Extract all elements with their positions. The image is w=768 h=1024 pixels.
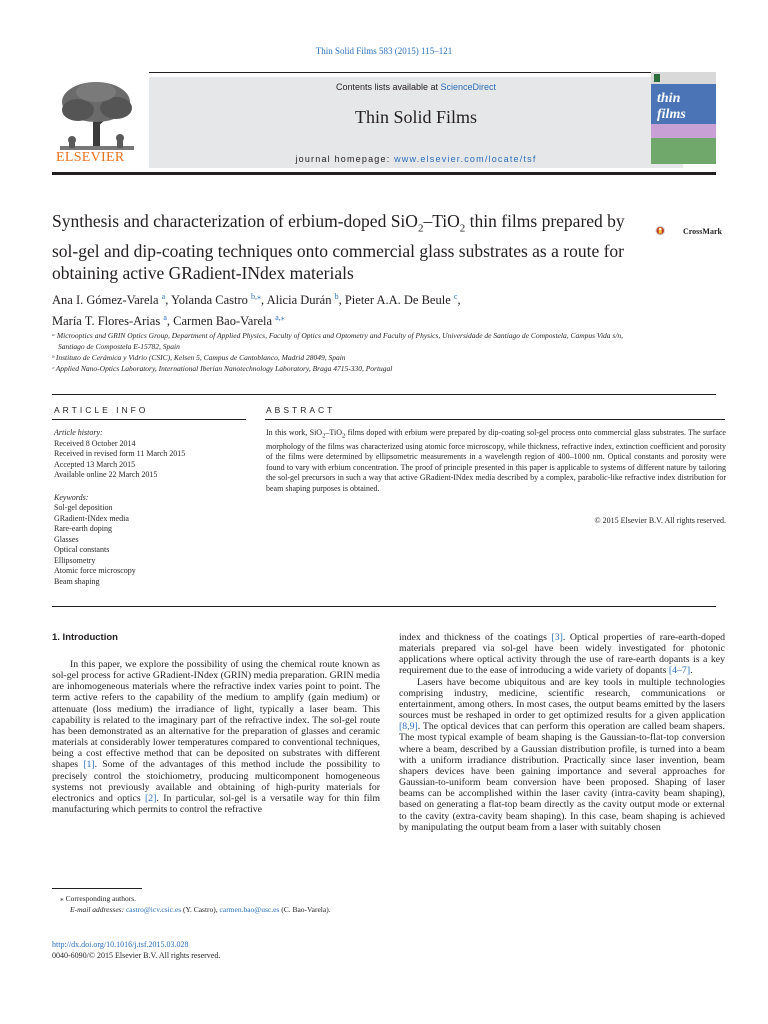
author-name: Alicia Durán xyxy=(266,293,332,308)
author-affiliation-mark[interactable]: c xyxy=(453,292,458,301)
abstract-rule xyxy=(265,419,725,420)
paragraph-text: index and thickness of the coatings xyxy=(399,632,552,643)
email-label: E-mail addresses: xyxy=(70,905,126,914)
author-affiliation-mark[interactable]: a,⁎ xyxy=(275,313,285,323)
article-info-rule xyxy=(52,419,246,420)
abstract-caption: ABSTRACT xyxy=(266,405,336,415)
history-item: Accepted 13 March 2015 xyxy=(54,459,136,469)
email-line xyxy=(60,904,331,915)
author-list xyxy=(52,288,716,330)
paragraph xyxy=(399,632,725,677)
affiliation-b: ᵇ Instituto de Cerámica y Vidrio (CSIC), Kelsen 5, Campus de Cantoblanco, Madrid 28049, Spain xyxy=(52,353,346,362)
issn-copyright: 0040-6090/© 2015 Elsevier B.V. All rights reserved. xyxy=(52,951,221,960)
doi-block xyxy=(52,939,220,961)
cover-title-line1: thin xyxy=(657,91,681,106)
author-affiliation-mark[interactable]: b,⁎ xyxy=(251,292,262,301)
corresponding-authors-note: ⁎ Corresponding authors. xyxy=(60,894,137,903)
contents-line xyxy=(149,82,683,92)
author-name: María T. Flores-Arias xyxy=(52,314,161,329)
paragraph xyxy=(399,677,725,833)
footnote-rule xyxy=(52,888,142,889)
abstract-bottom-rule xyxy=(52,606,716,607)
keyword: Ellipsometry xyxy=(54,555,96,565)
author-name: Pieter A.A. De Beule xyxy=(344,293,451,308)
abstract-sub: 2 xyxy=(322,432,326,440)
title-sub: 2 xyxy=(417,222,424,235)
keyword: Atomic force microscopy xyxy=(54,566,136,575)
keyword: Rare-earth doping xyxy=(54,524,112,533)
history-item: Available online 22 March 2015 xyxy=(54,470,158,479)
email-owner: (Y. Castro), xyxy=(181,905,220,914)
author-separator: , xyxy=(457,293,461,308)
article-info xyxy=(54,428,244,587)
keywords-heading: Keywords: xyxy=(54,492,89,502)
crossmark-icon[interactable] xyxy=(655,216,685,246)
crossmark-label[interactable]: CrossMark xyxy=(683,227,722,236)
title-part: Synthesis and characterization of erbium-doped SiO xyxy=(52,211,418,231)
history-item: Received in revised form 11 March 2015 xyxy=(54,449,186,458)
abstract-sub: 2 xyxy=(342,432,346,440)
contents-prefix: Contents lists available at xyxy=(335,82,441,92)
footnote xyxy=(60,893,331,915)
author-name: Ana I. Gómez-Varela xyxy=(52,293,159,308)
paragraph-text: . Some of the advantages of this method include the possibility to precisely control the stoichiometry, producing multicomponent homogeneous systems not previously available and obtaining of high-purity materials for electronics and optics xyxy=(52,759,381,804)
email-link-castro[interactable]: castro@icv.csic.es xyxy=(125,905,182,914)
section-rule xyxy=(52,394,716,395)
paragraph-text: Lasers have become ubiquitous and are key tools in multiple technologies comprising industry, medicine, scientific research, communications or entertainment, among others. In most cases, the output beams emitted by the lasers sources must be reshaped in order to get optimized results for a given application xyxy=(399,676,725,722)
header-bottom-rule xyxy=(52,172,716,175)
author-separator: , xyxy=(261,293,267,308)
journal-header xyxy=(52,72,716,168)
sciencedirect-link[interactable]: ScienceDirect xyxy=(440,82,497,92)
abstract-part: films doped with erbium were prepared by dip-coating sol-gel process onto commercial glass substrates. The surface morphology of the films was characterized using atomic force microscopy, while thickness, refractive index, extinction coefficient and porosity of the films were determined by ellipsometric measurements in a wavelength region of 400–1000 nm. Optical constants and porosity were found to vary with erbium concentration. The proof of principle presented in this paper is applicable to systems of different nature by tailoring the sol-gel precursors in such a way that active GRadient-INdex media described by a complex, parabolic-like refractive index distribution for beam shaping purposes is obtained. xyxy=(266,428,726,493)
keyword: Beam shaping xyxy=(54,576,100,586)
affiliation-c: ᶜ Applied Nano-Optics Laboratory, International Iberian Nanotechnology Laboratory, Braga 4715-330, Portugal xyxy=(52,364,393,373)
author-name: Yolanda Castro xyxy=(171,293,248,308)
body-column-right xyxy=(399,632,725,833)
keyword: Sol-gel deposition xyxy=(54,503,113,512)
abstract-part: –TiO xyxy=(325,428,343,437)
author-separator: , xyxy=(338,293,345,308)
header-top-rule xyxy=(149,72,683,73)
journal-homepage-link[interactable]: www.elsevier.com/locate/tsf xyxy=(394,154,537,164)
abstract-copyright: © 2015 Elsevier B.V. All rights reserved. xyxy=(594,516,726,525)
journal-reference-link[interactable]: Thin Solid Films 583 (2015) 115–121 xyxy=(315,46,453,56)
publisher-wordmark: ELSEVIER xyxy=(56,150,125,165)
author-separator: , xyxy=(166,314,174,329)
body-column-left xyxy=(52,659,380,815)
article-title xyxy=(52,210,632,284)
email-link-bao-varela[interactable]: carmen.bao@usc.es xyxy=(219,905,280,914)
citation-link[interactable]: [3] xyxy=(551,632,563,643)
paragraph-text: In this paper, we explore the possibility of using the chemical route known as sol-gel process for active GRadient-INdex (GRIN) media preparation. GRIN media are inhomogeneous materials where the refractive index varies point to point. The term active refers to the capability of the medium to amplify (gain medium) or attenuate (loss medium) the irradiance of light, typically a laser beam. This capability is related to the imaginary part of the refractive index. The sol-gel route has been demonstrated as an alternative for the preparation of glasses and ceramic materials at considerably lower temperatures compared to conventional techniques, being a cost effective method that can be deposited on substrates with different shapes xyxy=(52,659,380,771)
keyword: GRadient-INdex media xyxy=(54,513,129,523)
paragraph-text: . In particular, sol-gel is a versatile way for thin film manufacturing which permits to control the refractive xyxy=(52,792,380,816)
section-heading-introduction: 1. Introduction xyxy=(52,632,118,643)
author-separator: , xyxy=(165,293,172,308)
paragraph xyxy=(52,659,380,815)
citation-link[interactable]: [8,9] xyxy=(399,721,418,733)
paragraph-text: . The optical devices that can perform this operation are called beam shapers. The most typical example of beam shaping is the Gaussian-to-flat-top conversion where a beam, described by a Gaussian distribution profile, is turned into a beam with a uniform irradiance distribution. Practically since laser invention, beam shapers devices have been gaining importance and several approaches for Gaussian-to-uniform beam conversion have been proposed. Shaping of laser beams can be accomplished within the laser cavity (intra-cavity beam shaping), based on generating a flat-top beam directly as the cavity output mode or external to the cavity (extra-cavity beam shaping). In this case, beam shaping is achieved by manipulating the output beam from a laser with suitably chosen xyxy=(399,721,725,833)
affiliation-a-cont: Santiago de Compostela E-15782, Spain xyxy=(58,342,180,351)
homepage-prefix: journal homepage: xyxy=(295,154,395,164)
journal-cover-thumbnail[interactable] xyxy=(651,72,716,164)
author-affiliation-mark[interactable]: a xyxy=(161,292,166,301)
header-box xyxy=(149,77,683,168)
cover-title-line2: films xyxy=(657,107,686,122)
affiliation-a: ᵃ Microoptics and GRIN Optics Group, Department of Applied Physics, Faculty of Optics and Optometry and Faculty of Physics, Universidade de Santiago de Compostela, Campus Vida s/n, xyxy=(52,331,624,340)
journal-name: Thin Solid Films xyxy=(354,107,478,127)
keyword: Glasses xyxy=(54,534,79,544)
homepage-line xyxy=(149,154,683,164)
author-name: Carmen Bao-Varela xyxy=(173,314,273,329)
citation-link[interactable]: [1] xyxy=(83,759,95,771)
citation-link[interactable]: [4–7] xyxy=(668,665,691,677)
history-item: Received 8 October 2014 xyxy=(54,438,136,448)
history-heading: Article history: xyxy=(54,428,103,437)
paragraph-text: . xyxy=(690,665,693,677)
author-affiliation-mark[interactable]: b xyxy=(334,292,339,301)
doi-link[interactable]: http://dx.doi.org/10.1016/j.tsf.2015.03.028 xyxy=(52,940,189,949)
author-affiliation-mark[interactable]: a xyxy=(163,313,167,323)
title-sub: 2 xyxy=(459,222,466,235)
paragraph-text: . Optical properties of rare-earth-doped materials prepared via sol-gel have been widely investigated for photonic applications where optical activity through the use of rare-earth dopants is a key requirement due to the ease of introducing a wide variety of dopants xyxy=(399,632,725,677)
email-owner: (C. Bao-Varela). xyxy=(279,905,331,914)
title-part: –TiO xyxy=(423,211,460,231)
title-part: thin films prepared by sol-gel and dip-coating techniques onto commercial glass substrates as a route for obtaining active GRadient-INdex materials xyxy=(52,211,625,283)
article-info-caption: ARTICLE INFO xyxy=(54,405,149,415)
abstract-text xyxy=(266,428,726,494)
citation-link[interactable]: [2] xyxy=(144,792,157,804)
keyword: Optical constants xyxy=(54,545,110,554)
abstract-part: In this work, SiO xyxy=(266,428,323,437)
